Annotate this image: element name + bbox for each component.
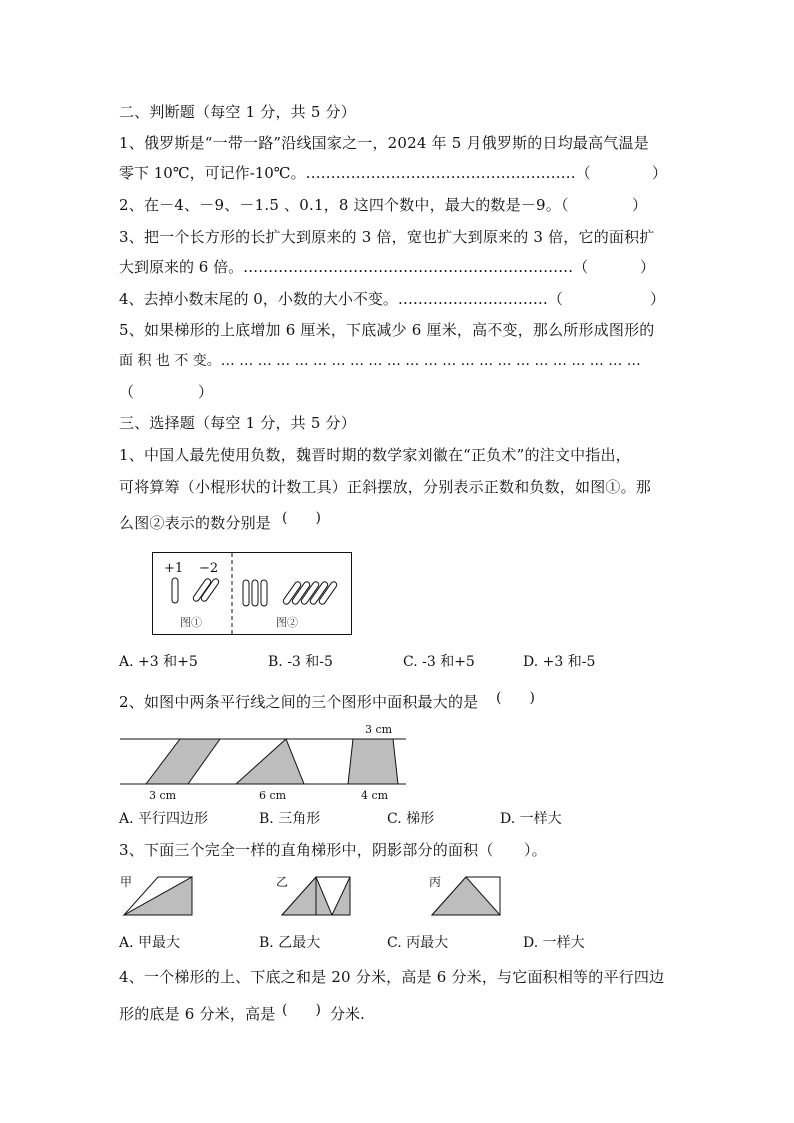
- counting-rods-figure: [152, 552, 352, 636]
- s3-q1-option-b: B. -3 和-5: [268, 654, 333, 670]
- fig3-label-bing: 丙: [429, 875, 442, 889]
- fig1-minus2: −2: [199, 561, 219, 576]
- s2-q3-line1: 3、把一个长方形的长扩大到原来的 3 倍，宽也扩大到原来的 3 倍，它的面积扩: [119, 228, 655, 246]
- s3-q1-option-a: A. +3 和+5: [119, 654, 198, 670]
- s2-q3-answer-paren: ）: [640, 258, 656, 276]
- fig3-label-jia: 甲: [120, 875, 133, 889]
- s3-q1-line2: 可将算筹（小棍形状的计数工具）正斜摆放，分别表示正数和负数，如图①。那: [119, 478, 652, 496]
- s3-q1-line3: 么图②表示的数分别是: [119, 514, 272, 532]
- s3-q4-line2a: 形的底是 6 分米，高是: [119, 1005, 276, 1023]
- s2-q4-answer-paren: ）: [650, 290, 666, 308]
- s3-q3-option-a: A. 甲最大: [119, 935, 181, 951]
- trapezoids-figure: [118, 872, 508, 922]
- section2-title: 二、判断题（每空 1 分，共 5 分）: [119, 103, 356, 121]
- s3-q4-line1: 4、一个梯形的上、下底之和是 20 分米，高是 6 分米，与它面积相等的平行四边: [119, 968, 665, 986]
- s3-q2-option-c: C. 梯形: [387, 811, 435, 827]
- fig1-label-2: 图②: [276, 616, 298, 629]
- s2-q1-line2: 零下 10℃，可记作-10℃。………………………………………………（: [119, 164, 591, 182]
- fig2-label-triangle: 6 cm: [259, 789, 287, 802]
- fig2-label-trapezoid: 4 cm: [361, 789, 389, 802]
- s2-q5-answer-paren-open: （: [119, 383, 135, 401]
- fig1-label-1: 图①: [180, 616, 202, 629]
- s2-q2-answer-paren: ）: [632, 196, 648, 214]
- s3-q1-line1: 1、中国人最先使用负数，魏晋时期的数学家刘徽在“正负术”的注文中指出，: [119, 446, 631, 464]
- s3-q3-option-d: D. 一样大: [523, 935, 585, 951]
- s3-q1-option-c: C. -3 和+5: [403, 654, 475, 670]
- fig1-plus1: +1: [164, 561, 184, 576]
- s3-q2-answer-paren: ( ): [496, 690, 535, 706]
- s2-q5-line2: 面 积 也 不 变。… … … … … … … … … … … … … … … … … … … … … … …: [119, 353, 641, 369]
- s3-q3: 3、下面三个完全一样的直角梯形中，阴影部分的面积（ ）。: [119, 841, 547, 859]
- s3-q2-option-a: A. 平行四边形: [119, 811, 209, 827]
- s3-q3-option-c: C. 丙最大: [387, 935, 449, 951]
- fig2-top-label: 3 cm: [365, 723, 393, 736]
- s2-q3-line2: 大到原来的 6 倍。…………………………………………………………（: [119, 258, 589, 276]
- s3-q2: 2、如图中两条平行线之间的三个图形中面积最大的是: [119, 693, 479, 711]
- fig3-label-yi: 乙: [276, 875, 289, 889]
- s2-q1-answer-paren: ）: [652, 164, 668, 182]
- s3-q4-line2b: 分米.: [330, 1005, 365, 1023]
- s2-q5-answer-paren-close: ）: [198, 383, 214, 401]
- s3-q2-option-d: D. 一样大: [500, 811, 562, 827]
- s3-q3-option-b: B. 乙最大: [259, 935, 321, 951]
- s3-q2-option-b: B. 三角形: [259, 811, 321, 827]
- section3-title: 三、选择题（每空 1 分，共 5 分）: [119, 414, 356, 432]
- s2-q4: 4、去掉小数末尾的 0，小数的大小不变。…………………………（: [119, 290, 563, 308]
- s3-q1-answer-paren: ( ): [282, 510, 321, 526]
- s3-q4-answer-paren: ( ): [282, 1002, 321, 1018]
- s2-q2: 2、在－4、－9、－1.5 、0.1，8 这四个数中，最大的数是－9。（: [119, 196, 569, 214]
- s2-q1-line1: 1、俄罗斯是“一带一路”沿线国家之一，2024 年 5 月俄罗斯的日均最高气温是: [119, 134, 649, 152]
- fig2-label-parallelogram: 3 cm: [149, 789, 177, 802]
- parallel-shapes-figure: [118, 720, 410, 804]
- s3-q1-option-d: D. +3 和-5: [523, 654, 596, 670]
- s2-q5-line1: 5、如果梯形的上底增加 6 厘米，下底减少 6 厘米，高不变，那么所形成图形的: [119, 321, 655, 339]
